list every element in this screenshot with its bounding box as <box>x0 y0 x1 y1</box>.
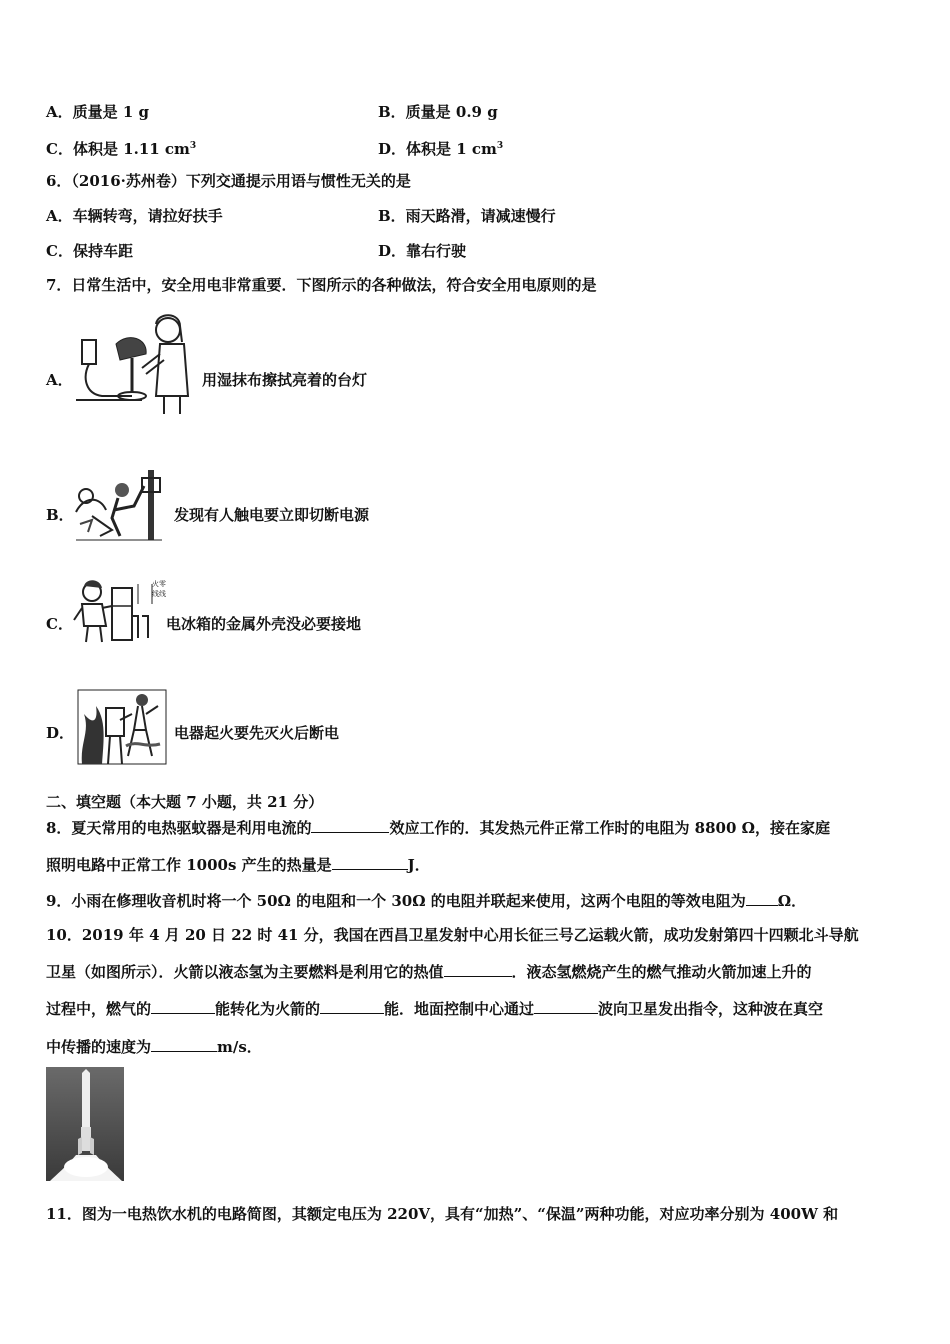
fridge-grounding-illustration <box>72 576 164 644</box>
q10-blank-4[interactable] <box>534 999 598 1014</box>
q8-line-2: 照明电路中正常工作 1000s 产生的热量是 J． <box>46 856 430 874</box>
q7-option-b-text: 发现有人触电要立即切断电源 <box>174 506 370 524</box>
q11-line-1: 11．图为一电热饮水机的电路简图，其额定电压为 220V，具有“加热”、“保温”两种功能，对应功率分别为 400W 和 <box>46 1205 839 1223</box>
fire-extinguish-illustration <box>76 686 168 766</box>
q8-blank-1[interactable] <box>311 818 389 833</box>
q10-blank-3[interactable] <box>320 999 384 1014</box>
q7-option-a-letter: A． <box>46 371 73 389</box>
q8-line-1: 8．夏天常用的电热驱蚊器是利用电流的 效应工作的．其发热元件正常工作时的电阻为 8800 Ω，接在家庭 <box>46 819 831 837</box>
q6-option-d: D．靠右行驶 <box>378 242 467 260</box>
q7-option-d-text: 电器起火要先灭火后断电 <box>174 724 340 742</box>
q7-option-d-letter: D． <box>46 724 75 742</box>
q5-option-c: C．体积是 1.11 $cm^3$ <box>46 140 197 158</box>
q10-line-3: 过程中，燃气的 能转化为火箭的 能．地面控制中心通过 波向卫星发出指令，这种波在真空 <box>46 1000 824 1018</box>
q10-blank-2[interactable] <box>151 999 215 1014</box>
q6-option-a: A．车辆转弯，请拉好扶手 <box>46 207 223 225</box>
q7-stem: 7．日常生活中，安全用电非常重要．下图所示的各种做法，符合安全用电原则的是 <box>46 276 597 294</box>
q10-line-1: 10．2019 年 4 月 20 日 22 时 41 分，我国在西昌卫星发射中心用长征三号乙运载火箭，成功发射第四十四颗北斗导航 <box>46 926 859 944</box>
q9-blank[interactable] <box>746 891 778 906</box>
q6-option-b: B．雨天路滑，请减速慢行 <box>378 207 556 225</box>
wet-cloth-lamp-illustration <box>72 308 194 416</box>
q10-blank-1[interactable] <box>444 962 512 977</box>
rocket-launch-photo <box>46 1067 124 1181</box>
section-2-heading: 二、填空题（本大题 7 小题，共 21 分） <box>46 793 324 811</box>
q5-option-a: A．质量是 1 g <box>46 103 150 121</box>
q10-line-2: 卫星（如图所示）．火箭以液态氢为主要燃料是利用它的热值 ．液态氢燃烧产生的燃气推动火箭加速上升的 <box>46 963 812 981</box>
cut-power-rescue-illustration <box>72 466 168 542</box>
q5-option-d: D．体积是 1 $cm^3$ <box>378 140 504 158</box>
fridge-label-1: 火零 <box>152 580 166 588</box>
fridge-label-2: 线线 <box>152 590 166 598</box>
q9-line: 9．小雨在修理收音机时将一个 50Ω 的电阻和一个 30Ω 的电阻并联起来使用，这两个电阻的等效电阻为 Ω． <box>46 892 807 910</box>
q6-stem: 6．（2016·苏州卷）下列交通提示用语与惯性无关的是 <box>46 172 411 190</box>
q7-option-a-text: 用湿抹布擦拭亮着的台灯 <box>202 371 368 389</box>
q5-option-b: B．质量是 0.9 g <box>378 103 498 121</box>
q7-option-b-letter: B． <box>46 506 74 524</box>
q7-option-c-text: 电冰箱的金属外壳没必要接地 <box>166 615 362 633</box>
q6-option-c: C．保持车距 <box>46 242 133 260</box>
q8-blank-2[interactable] <box>332 855 408 870</box>
q10-blank-5[interactable] <box>151 1037 217 1052</box>
q7-option-c-letter: C． <box>46 615 73 633</box>
q10-line-4: 中传播的速度为 m/s． <box>46 1038 262 1056</box>
